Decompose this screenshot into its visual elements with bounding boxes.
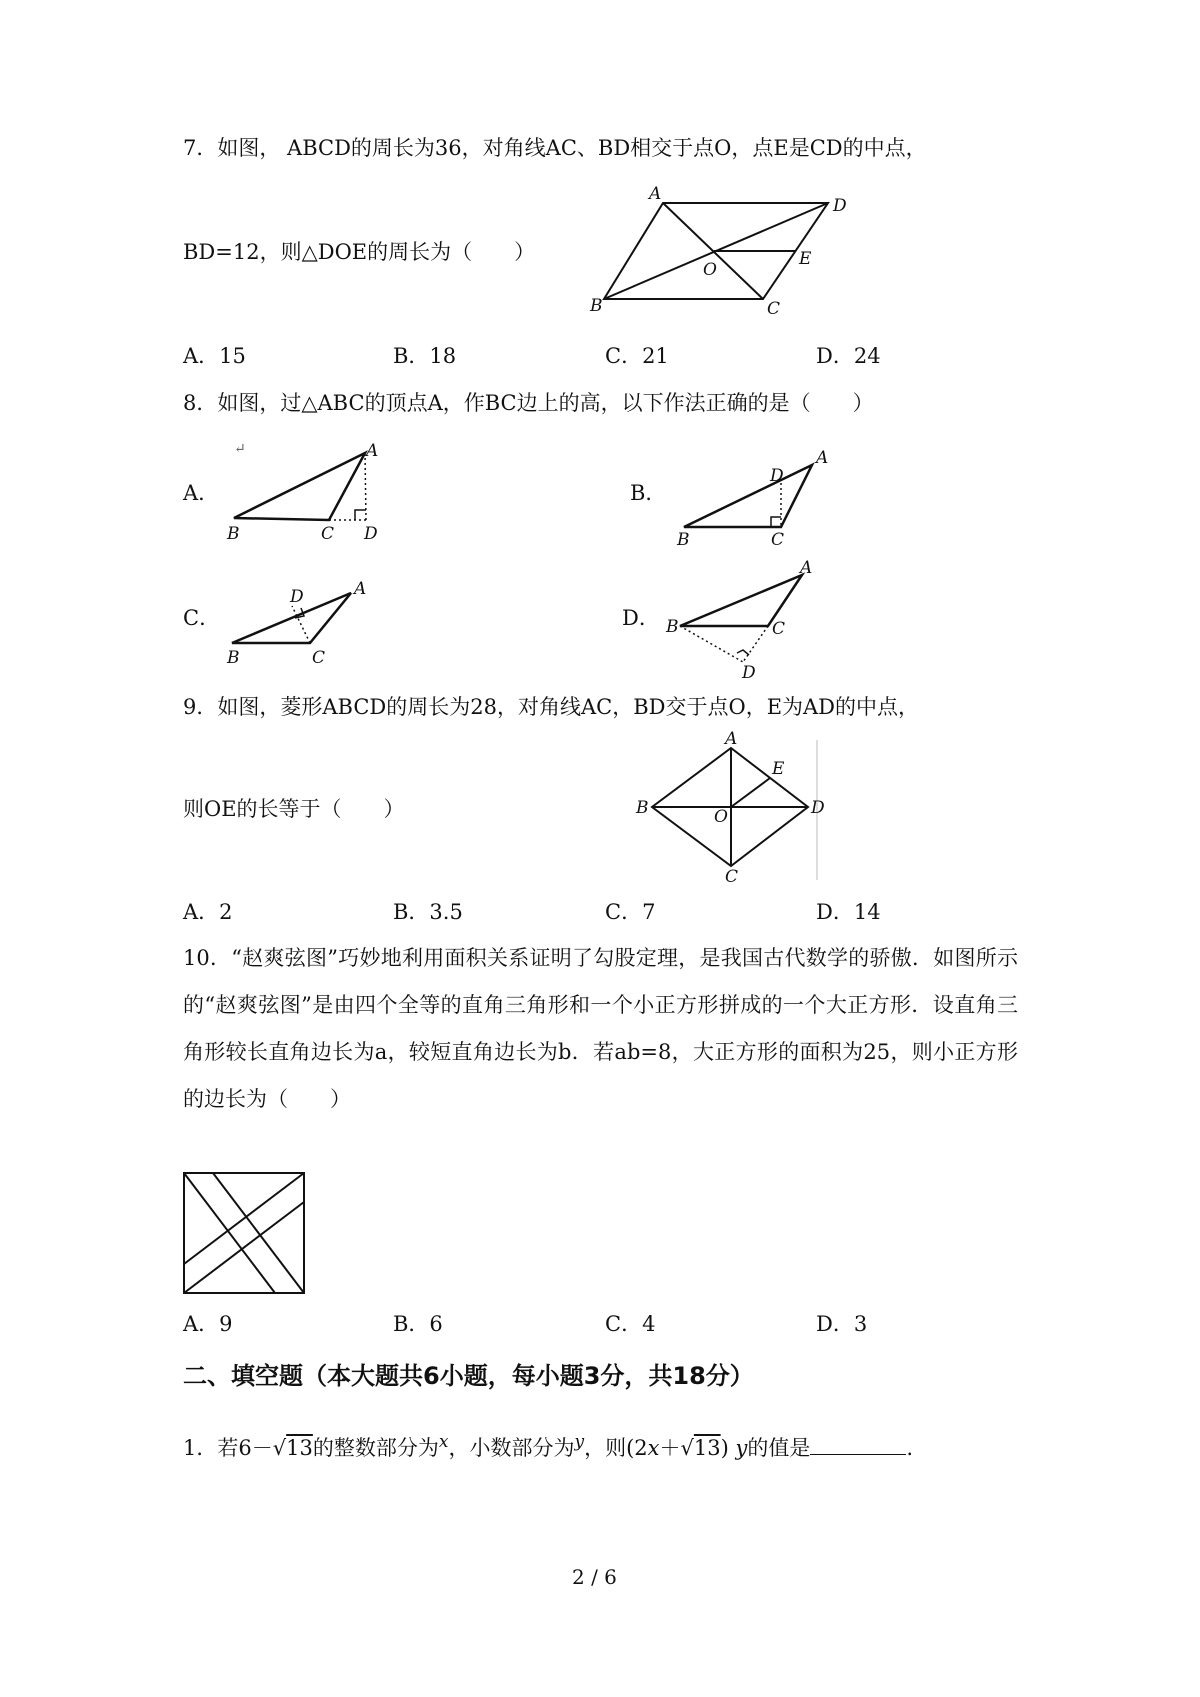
q8-option-d-label: D． (622, 606, 660, 630)
sqrt-icon: √ (680, 1436, 694, 1460)
q7-label-a: A (649, 184, 662, 204)
q10-option-b: B．6 (393, 1312, 443, 1336)
fill1-expr2-d: ) (720, 1436, 729, 1460)
q8b-label-d: D (770, 466, 784, 486)
q8d-label-b: B (666, 617, 679, 637)
q9-label-o: O (714, 807, 728, 827)
q9-label-b: B (636, 798, 649, 818)
page-number: 2 / 6 (572, 1565, 617, 1589)
q8-figure-c (220, 580, 390, 670)
fill1-expr2-c: ＋ (659, 1436, 681, 1460)
q8-text: 8．如图，过△ABC的顶点A，作BC边上的高，以下作法正确的是（ ） (183, 391, 874, 415)
q9-line1: 9．如图，菱形ABCD的周长为28，对角线AC，BD交于点O，E为AD的中点， (183, 695, 920, 719)
fill-question-1 (183, 1434, 913, 1459)
fill1-expr1-a: 6－ (238, 1436, 273, 1460)
fill1-expr1-rad: 13 (286, 1436, 313, 1460)
q10-option-d: D．3 (816, 1312, 868, 1336)
q9-label-e: E (772, 759, 785, 779)
fill1-end: . (906, 1436, 914, 1460)
fill1-mid1: 的整数部分为 (312, 1436, 439, 1460)
q7-option-c: C．21 (605, 344, 669, 368)
fill1-expr2-b: x (647, 1436, 660, 1460)
q8a-label-b: B (227, 524, 240, 544)
q9-option-c: C．7 (605, 900, 656, 924)
q8b-label-a: A (816, 448, 829, 468)
q8b-label-b: B (677, 530, 690, 550)
fill1-expr2-a: (2 (626, 1436, 648, 1460)
q8-option-c-label: C． (183, 606, 221, 630)
q8a-label-c: C (321, 524, 335, 544)
q8a-label-a: A (366, 441, 379, 461)
fill1-var-x: x (438, 1432, 449, 1452)
q9-option-a: A．2 (183, 900, 233, 924)
zhao-shuang-diagram (183, 1172, 307, 1296)
q7-line2: BD=12，则△DOE的周长为（ ） (183, 240, 536, 264)
q10-text: 10．“赵爽弦图”巧妙地利用面积关系证明了勾股定理，是我国古代数学的骄傲．如图所示的“赵爽弦图”是由四个全等的直角三角形和一个小正方形拼成的一个大正方形．设直角三角形较长直角边长为a，较短直角边长为b．若ab=8，大正方形的面积为25，则小正方形的边长为（ ） (183, 946, 1018, 1111)
q7-label-c: C (767, 299, 781, 319)
return-mark-icon: ↵ (234, 441, 246, 457)
q7-parallelogram-figure (585, 184, 865, 319)
q7-option-d: D．24 (816, 344, 881, 368)
q8d-label-a: A (800, 558, 813, 578)
q9-label-d: D (811, 798, 825, 818)
answer-blank (810, 1436, 906, 1455)
q8a-label-d: D (364, 524, 378, 544)
q8d-label-d: D (742, 663, 756, 683)
q7-label-b: B (590, 296, 603, 316)
q7-option-b: B．18 (393, 344, 457, 368)
q9-option-d: D．14 (816, 900, 881, 924)
fill1-expr2-e: y (735, 1436, 748, 1460)
q8-figure-b (670, 445, 840, 550)
q8c-label-b: B (227, 648, 240, 668)
q7-label-e: E (799, 249, 812, 269)
fill1-mid2: ，小数部分为 (448, 1436, 575, 1460)
q8c-label-a: A (354, 579, 367, 599)
q8-figure-d (658, 558, 828, 683)
q8b-label-c: C (771, 530, 785, 550)
q9-option-b: B．3.5 (393, 900, 463, 924)
q8c-label-d: D (290, 587, 304, 607)
q7-option-a: A．15 (183, 344, 246, 368)
q9-rhombus-figure (630, 729, 840, 887)
fill1-prefix: 1．若 (183, 1436, 239, 1460)
q9-label-a: A (725, 729, 738, 749)
fill1-mid3: ，则 (584, 1436, 627, 1460)
q8-option-b-label: B． (630, 481, 667, 505)
q9-line2: 则OE的长等于（ ） (183, 797, 405, 821)
sqrt-icon: √ (272, 1436, 287, 1460)
q10-option-c: C．4 (605, 1312, 656, 1336)
q8d-label-c: C (772, 619, 786, 639)
q8c-label-c: C (312, 648, 326, 668)
q8-figure-a (220, 443, 390, 543)
q10-option-a: A．9 (183, 1312, 233, 1336)
q9-label-c: C (725, 867, 739, 887)
fill1-suffix: 的值是 (747, 1436, 811, 1460)
section-heading: 二、填空题（本大题共6小题，每小题3分，共18分） (183, 1362, 754, 1390)
q7-label-o: O (703, 260, 717, 280)
q8-option-a-label: A． (183, 481, 220, 505)
q7-line1: 7．如图， ABCD的周长为36，对角线AC、BD相交于点O，点E是CD的中点， (183, 136, 927, 160)
fill1-var-y: y (574, 1432, 585, 1452)
fill1-expr2-rad: 13 (693, 1436, 721, 1460)
q7-label-d: D (833, 196, 847, 216)
